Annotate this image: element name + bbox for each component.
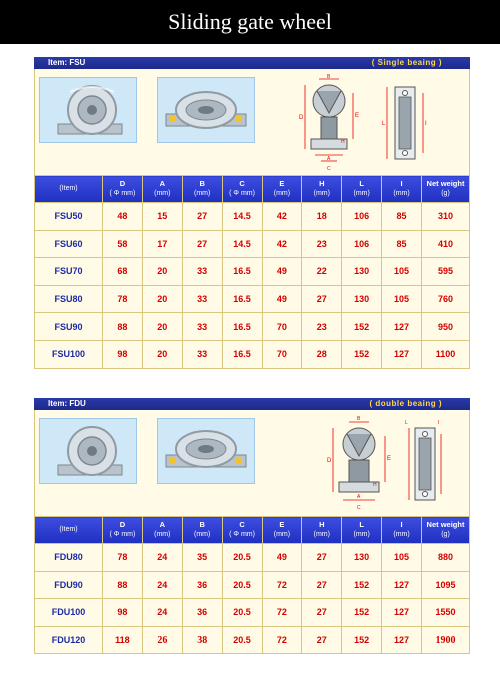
column-header-label: L bbox=[359, 179, 364, 188]
value-cell: 72 bbox=[262, 571, 302, 599]
value-cell: 127 bbox=[382, 571, 422, 599]
column-header-label: Net weight bbox=[426, 179, 465, 188]
column-header-unit: (mm) bbox=[313, 190, 330, 197]
column-header-label: A bbox=[159, 520, 166, 529]
value-cell: 58 bbox=[103, 230, 143, 258]
value-cell: 42 bbox=[262, 203, 302, 231]
model-cell: FDU100 bbox=[35, 599, 103, 627]
value-cell: 78 bbox=[103, 285, 143, 313]
value-cell: 950 bbox=[422, 313, 470, 341]
column-header bbox=[382, 517, 422, 544]
column-header-label: D bbox=[119, 520, 126, 529]
value-cell: 33 bbox=[182, 258, 222, 286]
value-cell: 152 bbox=[342, 313, 382, 341]
column-header bbox=[35, 517, 103, 544]
dim-label-b: B bbox=[357, 416, 361, 422]
value-cell: 70 bbox=[262, 340, 302, 368]
column-header-unit: ( Φ mm) bbox=[109, 190, 136, 197]
value-cell: 27 bbox=[182, 203, 222, 231]
value-cell: 20 bbox=[142, 313, 182, 341]
column-header-unit: (Item) bbox=[59, 526, 78, 533]
column-header-label: C bbox=[239, 179, 245, 188]
value-cell: 70 bbox=[262, 313, 302, 341]
table-row bbox=[35, 544, 470, 572]
section-item-label: Item: FSU bbox=[48, 58, 86, 67]
value-cell: 16.5 bbox=[222, 340, 262, 368]
value-cell: 33 bbox=[182, 285, 222, 313]
value-cell: 28 bbox=[302, 340, 342, 368]
column-header-unit: (mm) bbox=[154, 531, 171, 538]
value-cell: 27 bbox=[182, 230, 222, 258]
column-header bbox=[182, 176, 222, 203]
column-header-unit: (mm) bbox=[313, 531, 330, 538]
value-cell: 85 bbox=[382, 230, 422, 258]
dim-label-d: D bbox=[299, 115, 304, 121]
column-header-unit: (mm) bbox=[393, 190, 410, 197]
fsu-section bbox=[34, 57, 470, 369]
wheel-side-photo bbox=[157, 418, 255, 484]
dim-label-d: D bbox=[327, 458, 332, 464]
column-header-unit: (g) bbox=[441, 190, 450, 197]
column-header bbox=[342, 517, 382, 544]
table-row bbox=[35, 230, 470, 258]
value-cell: 105 bbox=[382, 285, 422, 313]
value-cell: 68 bbox=[103, 258, 143, 286]
value-cell: 85 bbox=[382, 203, 422, 231]
table-row bbox=[35, 203, 470, 231]
column-header bbox=[302, 176, 342, 203]
value-cell: 38 bbox=[182, 626, 222, 654]
side-technical-drawing bbox=[381, 73, 431, 173]
column-header bbox=[262, 176, 302, 203]
column-header-unit: (mm) bbox=[194, 190, 211, 197]
column-header-unit: (mm) bbox=[353, 531, 370, 538]
value-cell: 106 bbox=[342, 230, 382, 258]
model-cell: FSU100 bbox=[35, 340, 103, 368]
value-cell: 49 bbox=[262, 544, 302, 572]
value-cell: 16.5 bbox=[222, 285, 262, 313]
value-cell: 98 bbox=[103, 599, 143, 627]
dim-label-l: L bbox=[382, 121, 386, 127]
column-header-unit: ( Φ mm) bbox=[229, 531, 255, 538]
value-cell: 33 bbox=[182, 313, 222, 341]
section-type-label: ( Single beaing ) bbox=[371, 58, 442, 67]
table-row bbox=[35, 571, 470, 599]
column-header-unit: (mm) bbox=[273, 531, 291, 538]
side-technical-drawing bbox=[405, 414, 445, 514]
column-header-label: A bbox=[159, 179, 166, 188]
value-cell: 880 bbox=[422, 544, 470, 572]
column-header bbox=[103, 176, 143, 203]
column-header-label: B bbox=[199, 520, 205, 529]
column-header bbox=[422, 176, 470, 203]
column-header-unit: ( Φ mm) bbox=[109, 531, 136, 538]
column-header-label: E bbox=[279, 520, 285, 529]
column-header-label: C bbox=[239, 520, 245, 529]
value-cell: 72 bbox=[262, 626, 302, 654]
dim-label-i: I bbox=[438, 420, 440, 426]
value-cell: 17 bbox=[142, 230, 182, 258]
column-header bbox=[142, 517, 182, 544]
table-row bbox=[35, 599, 470, 627]
value-cell: 14.5 bbox=[222, 230, 262, 258]
value-cell: 152 bbox=[342, 599, 382, 627]
model-cell: FDU90 bbox=[35, 571, 103, 599]
value-cell: 27 bbox=[302, 571, 342, 599]
wheel-side-photo bbox=[157, 77, 255, 143]
section-header bbox=[34, 57, 470, 69]
image-row bbox=[34, 410, 470, 516]
column-header bbox=[422, 517, 470, 544]
dim-label-a: A bbox=[327, 156, 331, 162]
dim-label-b: B bbox=[327, 74, 331, 80]
table-row bbox=[35, 340, 470, 368]
column-header-unit: (mm) bbox=[194, 531, 211, 538]
dim-label-l: L bbox=[405, 420, 408, 426]
column-header-unit: (g) bbox=[441, 531, 450, 538]
dim-label-h: H bbox=[373, 482, 377, 488]
model-cell: FSU50 bbox=[35, 203, 103, 231]
dim-label-c: C bbox=[327, 166, 331, 172]
model-cell: FDU80 bbox=[35, 544, 103, 572]
value-cell: 1100 bbox=[422, 340, 470, 368]
front-technical-drawing bbox=[325, 414, 393, 514]
value-cell: 23 bbox=[302, 230, 342, 258]
value-cell: 20.5 bbox=[222, 571, 262, 599]
column-header-label: I bbox=[400, 179, 403, 188]
value-cell: 15 bbox=[142, 203, 182, 231]
fsu-spec-table bbox=[34, 175, 470, 369]
dim-label-e: E bbox=[355, 113, 360, 119]
value-cell: 310 bbox=[422, 203, 470, 231]
section-type-label: ( double beaing ) bbox=[369, 399, 442, 408]
value-cell: 98 bbox=[103, 340, 143, 368]
column-header-unit: (Item) bbox=[59, 185, 78, 192]
value-cell: 105 bbox=[382, 544, 422, 572]
value-cell: 35 bbox=[182, 544, 222, 572]
value-cell: 23 bbox=[302, 313, 342, 341]
value-cell: 24 bbox=[142, 599, 182, 627]
value-cell: 1900 bbox=[422, 626, 470, 654]
value-cell: 27 bbox=[302, 626, 342, 654]
value-cell: 130 bbox=[342, 285, 382, 313]
value-cell: 20 bbox=[142, 340, 182, 368]
value-cell: 16.5 bbox=[222, 258, 262, 286]
column-header bbox=[142, 176, 182, 203]
table-row bbox=[35, 258, 470, 286]
value-cell: 20.5 bbox=[222, 626, 262, 654]
column-header bbox=[382, 176, 422, 203]
column-header-label: I bbox=[400, 520, 403, 529]
column-header-unit: ( Φ mm) bbox=[229, 190, 255, 197]
column-header-unit: (mm) bbox=[393, 531, 410, 538]
column-header-label: Net weight bbox=[426, 520, 465, 529]
value-cell: 1550 bbox=[422, 599, 470, 627]
value-cell: 105 bbox=[382, 258, 422, 286]
wheel-front-photo bbox=[39, 77, 137, 143]
model-cell: FSU90 bbox=[35, 313, 103, 341]
value-cell: 20 bbox=[142, 258, 182, 286]
column-header-label: B bbox=[199, 179, 205, 188]
column-header bbox=[103, 517, 143, 544]
column-header-unit: (mm) bbox=[154, 190, 171, 197]
value-cell: 36 bbox=[182, 571, 222, 599]
column-header-unit: (mm) bbox=[353, 190, 370, 197]
fdu-spec-table bbox=[34, 516, 470, 654]
wheel-front-photo bbox=[39, 418, 137, 484]
value-cell: 27 bbox=[302, 544, 342, 572]
value-cell: 760 bbox=[422, 285, 470, 313]
value-cell: 127 bbox=[382, 599, 422, 627]
value-cell: 130 bbox=[342, 258, 382, 286]
page-title: Sliding gate wheel bbox=[0, 0, 500, 44]
value-cell: 16.5 bbox=[222, 313, 262, 341]
value-cell: 106 bbox=[342, 203, 382, 231]
front-technical-drawing bbox=[297, 73, 361, 173]
column-header bbox=[302, 517, 342, 544]
value-cell: 26 bbox=[142, 626, 182, 654]
value-cell: 18 bbox=[302, 203, 342, 231]
section-item-label: Item: FDU bbox=[48, 399, 86, 408]
image-row bbox=[34, 69, 470, 175]
value-cell: 127 bbox=[382, 340, 422, 368]
column-header-label: L bbox=[359, 520, 364, 529]
value-cell: 49 bbox=[262, 285, 302, 313]
column-header bbox=[342, 176, 382, 203]
dim-label-e: E bbox=[387, 456, 392, 462]
value-cell: 33 bbox=[182, 340, 222, 368]
value-cell: 24 bbox=[142, 544, 182, 572]
value-cell: 24 bbox=[142, 571, 182, 599]
section-header bbox=[34, 398, 470, 410]
column-header bbox=[182, 517, 222, 544]
value-cell: 20.5 bbox=[222, 599, 262, 627]
column-header bbox=[35, 176, 103, 203]
value-cell: 130 bbox=[342, 544, 382, 572]
value-cell: 14.5 bbox=[222, 203, 262, 231]
column-header-label: D bbox=[119, 179, 126, 188]
model-cell: FSU80 bbox=[35, 285, 103, 313]
table-row bbox=[35, 285, 470, 313]
value-cell: 48 bbox=[103, 203, 143, 231]
value-cell: 127 bbox=[382, 313, 422, 341]
column-header bbox=[222, 517, 262, 544]
value-cell: 152 bbox=[342, 571, 382, 599]
value-cell: 127 bbox=[382, 626, 422, 654]
column-header-label: H bbox=[319, 520, 325, 529]
model-cell: FSU70 bbox=[35, 258, 103, 286]
value-cell: 88 bbox=[103, 313, 143, 341]
value-cell: 78 bbox=[103, 544, 143, 572]
value-cell: 27 bbox=[302, 599, 342, 627]
value-cell: 36 bbox=[182, 599, 222, 627]
value-cell: 49 bbox=[262, 258, 302, 286]
column-header-unit: (mm) bbox=[273, 190, 291, 197]
dim-label-i: I bbox=[425, 121, 427, 127]
value-cell: 410 bbox=[422, 230, 470, 258]
value-cell: 42 bbox=[262, 230, 302, 258]
dim-label-a: A bbox=[357, 494, 361, 500]
column-header-label: E bbox=[279, 179, 285, 188]
value-cell: 152 bbox=[342, 626, 382, 654]
value-cell: 22 bbox=[302, 258, 342, 286]
column-header bbox=[262, 517, 302, 544]
value-cell: 20 bbox=[142, 285, 182, 313]
value-cell: 152 bbox=[342, 340, 382, 368]
value-cell: 118 bbox=[103, 626, 143, 654]
column-header-label: H bbox=[319, 179, 325, 188]
value-cell: 595 bbox=[422, 258, 470, 286]
value-cell: 27 bbox=[302, 285, 342, 313]
value-cell: 72 bbox=[262, 599, 302, 627]
fdu-section bbox=[34, 398, 470, 654]
value-cell: 20.5 bbox=[222, 544, 262, 572]
dim-label-h: H bbox=[341, 139, 345, 145]
table-row bbox=[35, 313, 470, 341]
model-cell: FSU60 bbox=[35, 230, 103, 258]
column-header bbox=[222, 176, 262, 203]
value-cell: 1095 bbox=[422, 571, 470, 599]
model-cell: FDU120 bbox=[35, 626, 103, 654]
table-row bbox=[35, 626, 470, 654]
dim-label-c: C bbox=[357, 505, 361, 511]
value-cell: 88 bbox=[103, 571, 143, 599]
